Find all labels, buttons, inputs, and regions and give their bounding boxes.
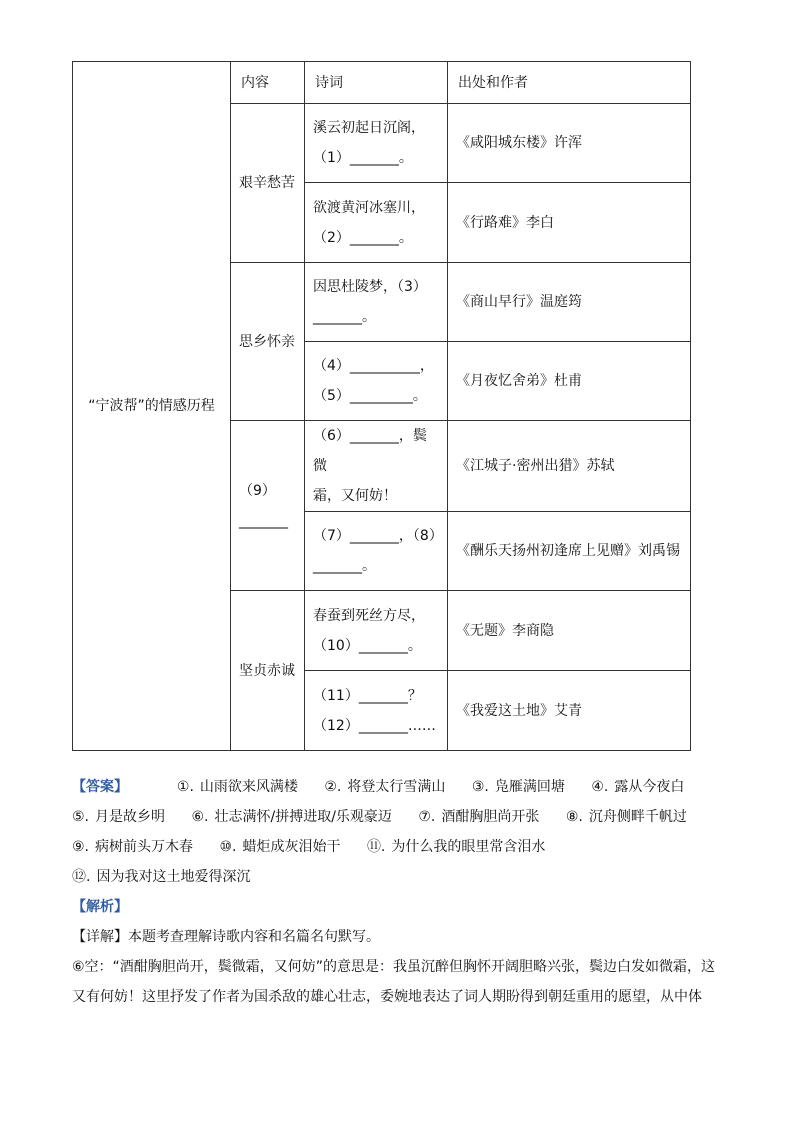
source-cell: 《商山早行》温庭筠: [448, 263, 691, 342]
content-cell: 坚贞赤诚: [231, 591, 305, 751]
analysis-label: 【解析】: [72, 899, 128, 915]
poem-cell: （6）_______，鬓微 霜，又何妨！: [305, 421, 448, 512]
content-cell: （9） _______: [231, 421, 305, 591]
answer-item: ②. 将登太行雪满山: [324, 779, 446, 795]
poem-cell: 春蚕到死丝方尽， （10）_______。: [305, 591, 448, 671]
header-poem: 诗词: [305, 62, 448, 104]
poem-cell: （7）_______，（8） _______。: [305, 512, 448, 591]
poem-cell: 因思杜陵梦，（3） _______。: [305, 263, 448, 342]
answer-item: ⑦. 酒酣胸胆尚开张: [418, 809, 540, 825]
answer-item: ⑩. 蜡炬成灰泪始干: [219, 839, 341, 855]
answer-section: [72, 772, 727, 1012]
source-cell: 《酬乐天扬州初逢席上见赠》刘禹锡: [448, 512, 691, 591]
source-cell: 《我爱这土地》艾青: [448, 671, 691, 751]
source-cell: 《月夜忆舍弟》杜甫: [448, 342, 691, 421]
source-cell: 《江城子·密州出猎》苏轼: [448, 421, 691, 512]
answer-item: ⑤. 月是故乡明: [72, 809, 166, 825]
content-cell: 思乡怀亲: [231, 263, 305, 421]
poem-cell: （11）_______？ （12）_______……: [305, 671, 448, 751]
answer-block: [72, 772, 727, 892]
poem-cell: （4）__________， （5）_________。: [305, 342, 448, 421]
source-cell: 《行路难》李白: [448, 183, 691, 263]
poem-cell: 溪云初起日沉阁， （1）_______。: [305, 104, 448, 183]
answer-label: 【答案】: [72, 779, 128, 795]
answer-item: ④. 露从今夜白: [591, 779, 685, 795]
header-source: 出处和作者: [448, 62, 691, 104]
answer-item: ⑫. 因为我对这土地爱得深沉: [72, 869, 251, 885]
answer-item: ⑪. 为什么我的眼里常含泪水: [366, 839, 546, 855]
analysis-paragraph: ⑥空：“酒酣胸胆尚开，鬓微霜，又何妨”的意思是：我虽沉醉但胸怀开阔胆略兴张，鬓边白发如微霜，这又有何妨！这里抒发了作者为国杀敌的雄心壮志，委婉地表达了词人期盼得到朝廷重用的愿望，从中体: [72, 959, 716, 1005]
header-content: 内容: [231, 62, 305, 104]
source-cell: 《无题》李商隐: [448, 591, 691, 671]
analysis-detail: 【详解】本题考查理解诗歌内容和名篇名句默写。: [72, 929, 380, 945]
answer-item: ⑥. 壮志满怀/拼搏进取/乐观豪迈: [191, 809, 392, 825]
answer-item: ⑨. 病树前头万木春: [72, 839, 194, 855]
source-cell: 《咸阳城东楼》许浑: [448, 104, 691, 183]
answer-item: ⑧. 沉舟侧畔千帆过: [565, 809, 687, 825]
answer-item: ③. 凫雁满回塘: [471, 779, 565, 795]
content-cell: 艰辛愁苦: [231, 104, 305, 263]
poetry-table: [72, 61, 691, 751]
table-left-header: “宁波帮”的情感历程: [73, 62, 231, 751]
answer-item: ①. 山雨欲来风满楼: [176, 779, 298, 795]
poem-cell: 欲渡黄河冰塞川， （2）_______。: [305, 183, 448, 263]
